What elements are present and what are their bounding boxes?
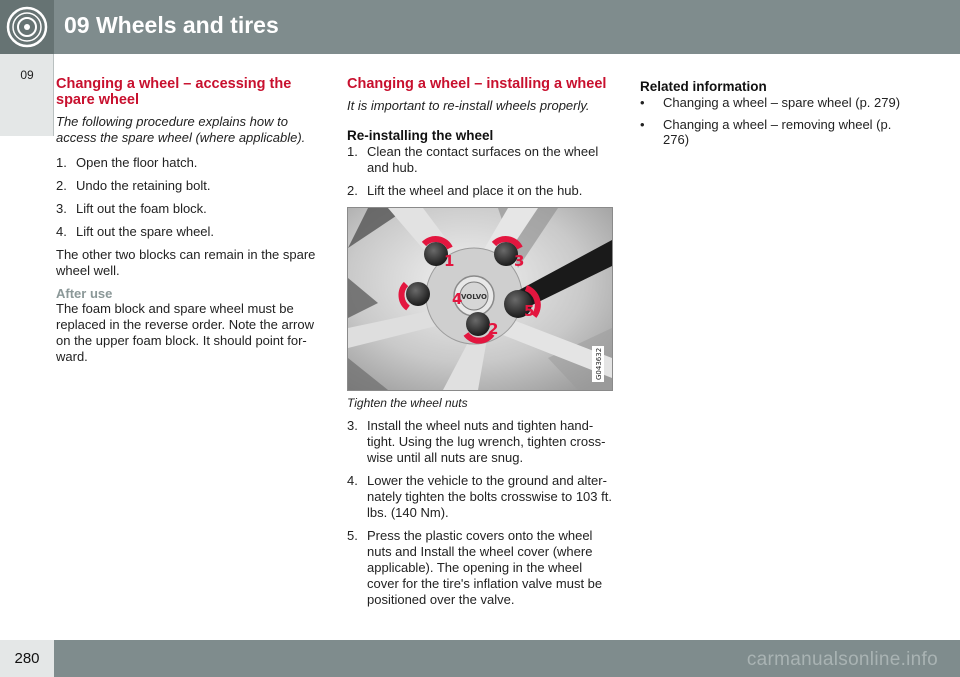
related-link-text[interactable]: Changing a wheel – spare wheel (p. 279) [663, 95, 901, 110]
list-item [347, 183, 613, 199]
step-number: 4. [347, 472, 358, 488]
list-item [56, 201, 321, 217]
step-number: 2. [56, 178, 67, 193]
list-item [56, 155, 321, 171]
nut-label-5: 5 [524, 301, 535, 320]
tire-icon [6, 6, 48, 48]
step-number: 4. [56, 224, 67, 239]
steps-list [347, 418, 613, 608]
step-text: Undo the retaining bolt. [76, 178, 211, 193]
step-text: Lower the vehicle to the ground and alter-nately tighten the bolts crosswise to 103 ft. lbs. (140 Nm). [367, 472, 612, 520]
chapter-title: 09 Wheels and tires [64, 12, 279, 38]
middle-column [347, 76, 613, 615]
step-number: 1. [56, 155, 67, 170]
list-item [56, 224, 321, 240]
figure-code: G043632 [595, 347, 603, 380]
step-number: 3. [347, 417, 358, 433]
related-links-list [640, 95, 920, 148]
step-text: Press the plastic covers onto the wheel nuts and Install the wheel cover (where applicable). The opening in the wheel cover for the tire's inflation valve must be positioned over the valve. [367, 527, 603, 607]
step-text: Install the wheel nuts and tighten hand-tight. Using the lug wrench, tighten cross-wise until all nuts are snug. [367, 417, 606, 465]
reinstall-subheading: Re-installing the wheel [347, 127, 494, 143]
list-item [347, 528, 613, 608]
section-intro: It is important to re-install wheels properly. [347, 98, 590, 113]
bullet: • [640, 116, 645, 132]
related-link-text[interactable]: Changing a wheel – removing wheel (p. 276) [663, 116, 892, 147]
note-text: The other two blocks can remain in the spare wheel well. [56, 247, 316, 278]
list-item [56, 178, 321, 194]
list-item [347, 144, 613, 176]
list-item [347, 418, 613, 466]
steps-list [347, 144, 613, 199]
step-text: Open the floor hatch. [76, 155, 198, 170]
steps-list [56, 155, 321, 240]
related-link[interactable] [640, 95, 920, 111]
step-number: 3. [56, 201, 67, 216]
step-text: Lift out the foam block. [76, 201, 207, 216]
step-number: 1. [347, 143, 358, 159]
step-text: Clean the contact surfaces on the wheel and hub. [367, 143, 599, 175]
related-information-heading: Related information [640, 79, 767, 94]
brand-logo: VOLVO [461, 292, 487, 301]
watermark: carmanualsonline.info [746, 649, 938, 670]
page-number: 280 [14, 650, 40, 667]
wheel-nuts-figure [347, 207, 613, 391]
page-footer [0, 640, 960, 677]
chapter-number: 09 [20, 68, 34, 82]
after-use-text: The foam block and spare wheel must be replaced in the reverse order. Note the arrow on the upper foam block. It should point for-ward. [56, 301, 314, 364]
page-header [0, 0, 960, 54]
list-item [347, 473, 613, 521]
step-text: Lift out the spare wheel. [76, 224, 215, 239]
after-use-heading: After use [56, 286, 113, 301]
chapter-side-tab [0, 54, 54, 136]
left-column [56, 76, 321, 365]
right-column [640, 79, 920, 154]
nut-label-2: 2 [488, 319, 499, 338]
section-title-accessing-spare: Changing a wheel – accessing the spare wheel [56, 76, 292, 108]
section-intro: The following procedure explains how to access the spare wheel (where applicable). [56, 114, 306, 145]
wheel-nut-illustration [348, 208, 612, 390]
nut-label-3: 3 [514, 251, 525, 270]
step-number: 5. [347, 527, 358, 543]
wheel-nut [466, 312, 490, 336]
section-title-installing-wheel: Changing a wheel – installing a wheel [347, 76, 607, 92]
nut-label-1: 1 [444, 251, 455, 270]
step-number: 2. [347, 182, 358, 198]
chapter-icon-box [0, 0, 54, 54]
page-number-box [0, 640, 54, 677]
step-text: Lift the wheel and place it on the hub. [367, 182, 583, 198]
related-link[interactable] [640, 117, 920, 148]
bullet: • [640, 95, 645, 110]
wheel-nut [406, 282, 430, 306]
nut-label-4: 4 [452, 289, 463, 308]
figure-caption: Tighten the wheel nuts [347, 395, 468, 410]
